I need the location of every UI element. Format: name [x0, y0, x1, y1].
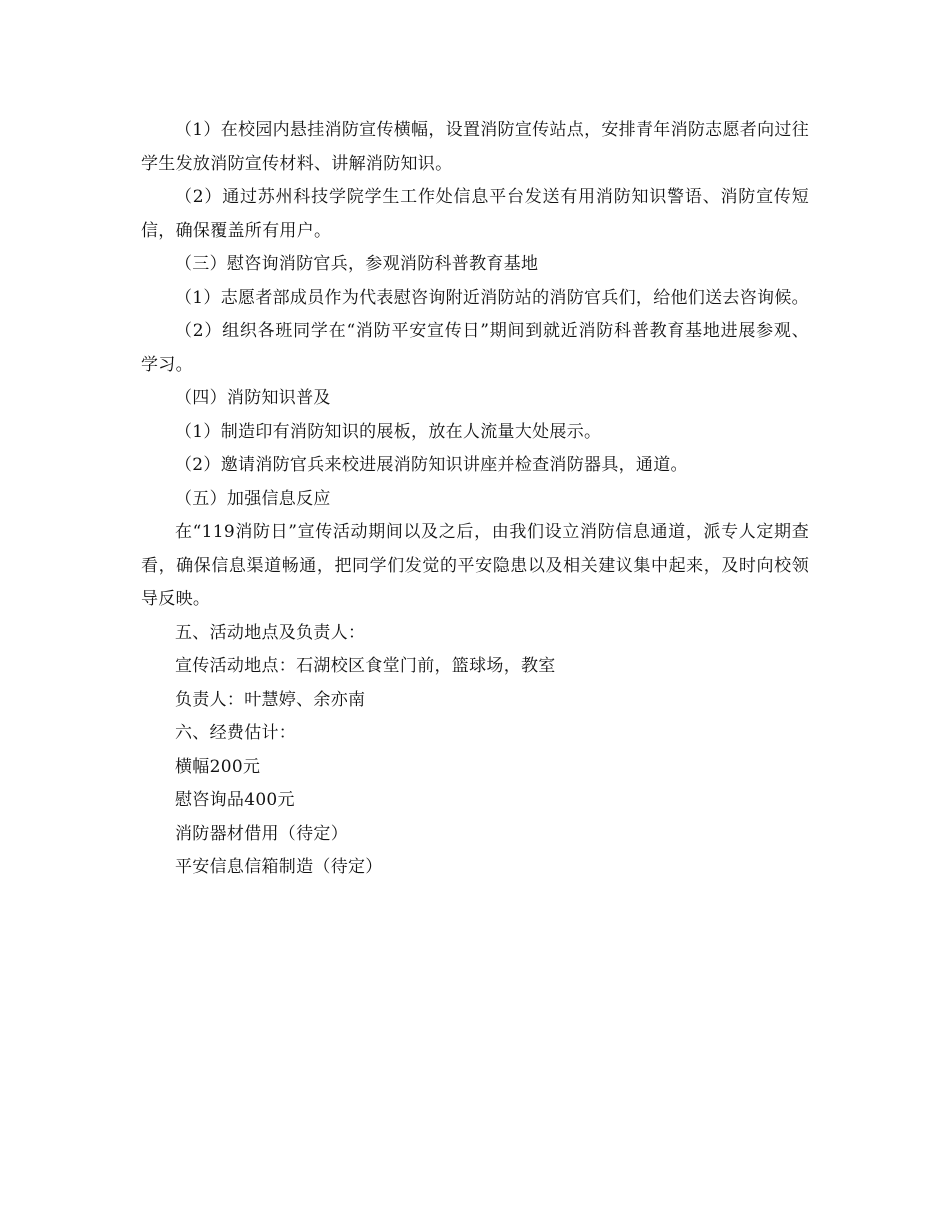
paragraph-volunteer-visit: （1）志愿者部成员作为代表慰咨询附近消防站的消防官兵们，给他们送去咨询候。 [175, 287, 809, 308]
budget-item-mailbox: 平安信息信箱制造（待定） [175, 857, 383, 877]
paragraph-display-boards: （1）制造印有消防知识的展板，放在人流量大处展示。 [175, 421, 602, 442]
budget-item-condolence-goods: 慰咨询品400元 [175, 790, 295, 810]
paragraph-class-visit-base: （2）组织各班同学在“消防平安宣传日”期间到就近消防科普教育基地进展参观、学习。 [141, 321, 809, 375]
section-heading-visit-firefighters: （三）慰咨询消防官兵，参观消防科普教育基地 [175, 254, 539, 274]
paragraph-information-channel: 在“119消防日”宣传活动期间以及之后，由我们设立消防信息通道，派专人定期查看，确保信息渠道畅通，把同学们发觉的平安隐患以及相关建议集中起来，及时向校领导反映。 [141, 522, 809, 609]
paragraph-activity-location: 宣传活动地点：石湖校区食堂门前，篮球场，教室 [175, 656, 556, 676]
paragraph-banner-station: （1）在校园内悬挂消防宣传横幅，设置消防宣传站点，安排青年消防志愿者向过往学生发放消防宣传材料、讲解消防知识。 [141, 120, 809, 174]
paragraph-lecture-inspection: （2）邀请消防官兵来校进展消防知识讲座并检查消防器具，通道。 [175, 455, 688, 475]
budget-item-banner: 横幅200元 [175, 756, 261, 777]
paragraph-sms-platform: （2）通过苏州科技学院学生工作处信息平台发送有用消防知识警语、消防宣传短信，确保覆盖所有用户。 [141, 187, 809, 241]
section-heading-budget: 六、经费估计： [175, 723, 297, 743]
section-heading-information-feedback: （五）加强信息反应 [175, 488, 331, 509]
document-body [141, 114, 809, 885]
budget-item-fire-equipment: 消防器材借用（待定） [175, 823, 348, 844]
paragraph-responsible-persons: 负责人：叶慧婷、余亦南 [175, 689, 366, 710]
section-heading-knowledge-popularization: （四）消防知识普及 [175, 388, 331, 408]
section-heading-location-responsible: 五、活动地点及负责人： [175, 622, 366, 643]
